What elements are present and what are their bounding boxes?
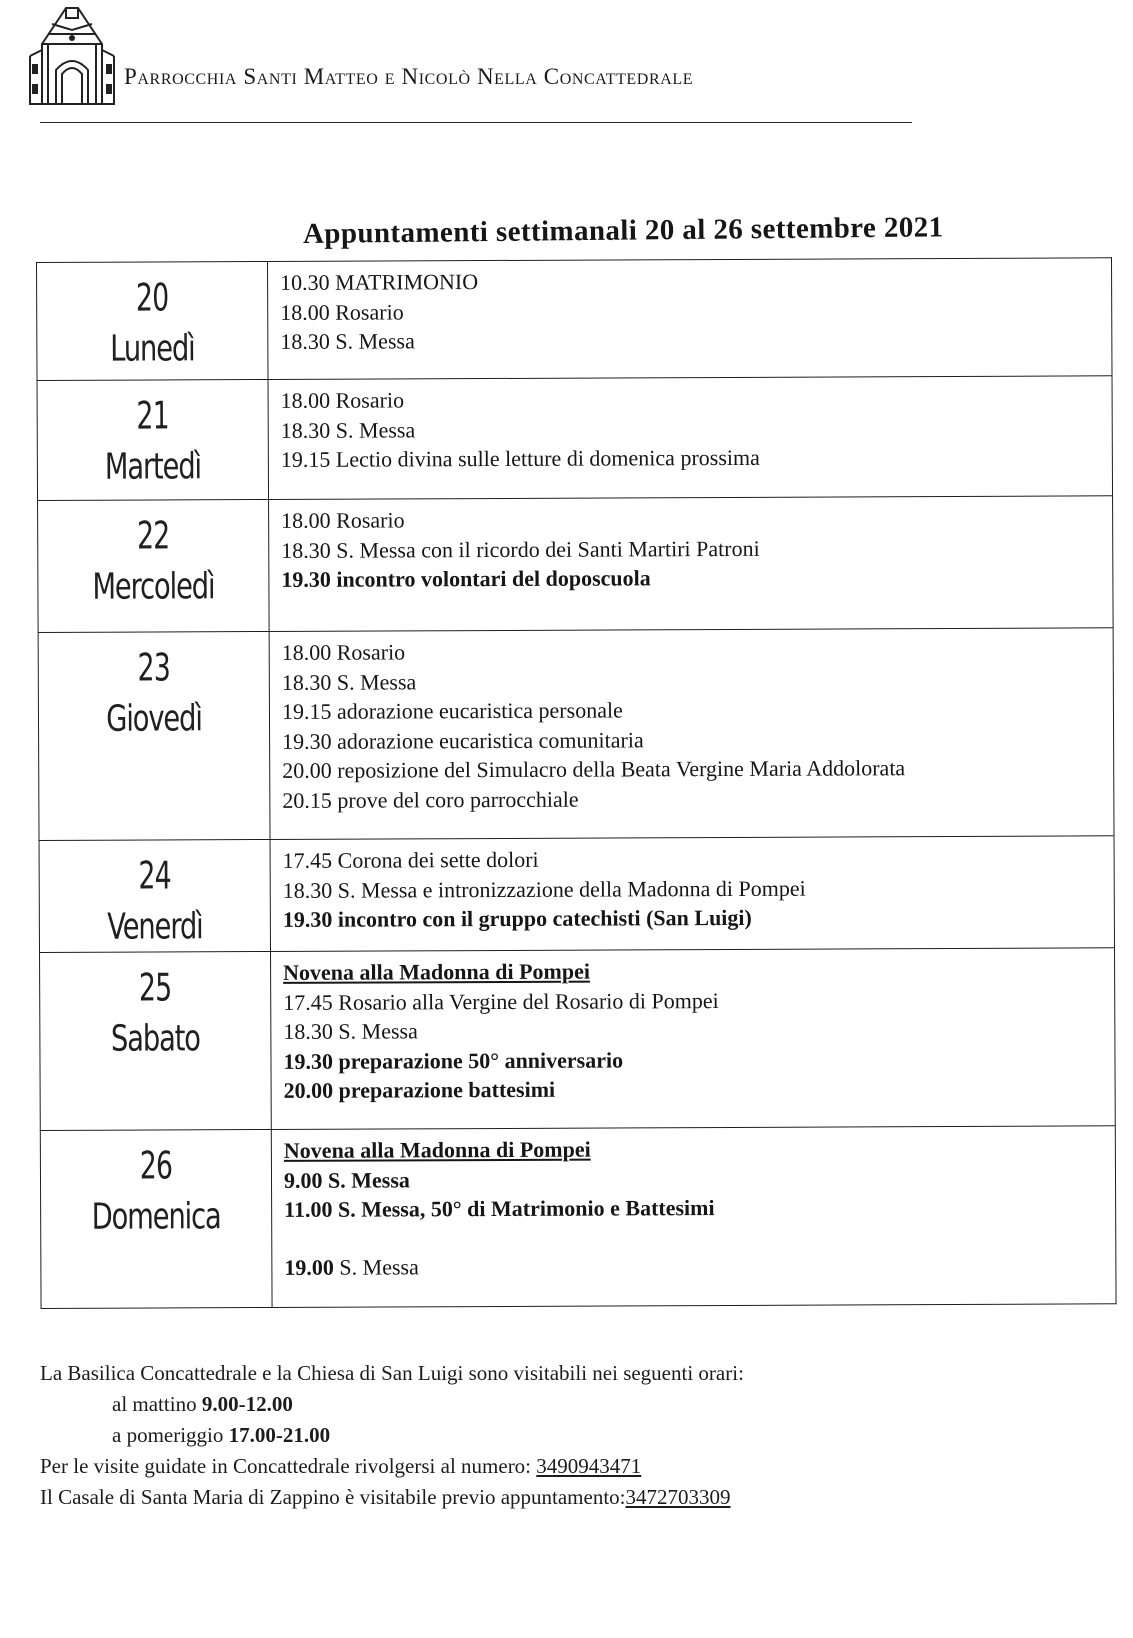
event-item: 18.00 Rosario bbox=[280, 298, 404, 325]
event-item: 10.30 MATRIMONIO bbox=[280, 269, 479, 295]
morning-hours: 9.00-12.00 bbox=[201, 1392, 293, 1416]
day-name: Sabato bbox=[110, 1018, 200, 1060]
novena-heading: Novena alla Madonna di Pompei bbox=[283, 958, 590, 985]
guided-visits-phone[interactable]: 3490943471 bbox=[536, 1454, 642, 1478]
day-number: 22 bbox=[136, 513, 170, 558]
schedule-title: Appuntamenti settimanali 20 al 26 settembre 2021 bbox=[302, 211, 944, 250]
event-item: 18.00 Rosario bbox=[281, 507, 405, 533]
event-description: S. Messa bbox=[333, 1253, 419, 1280]
day-name: Lunedì bbox=[110, 328, 195, 370]
day-name: Giovedì bbox=[106, 698, 202, 740]
parish-name: Parrocchia Santi Matteo e Nicolò Nella Concattedrale bbox=[124, 64, 694, 89]
events-cell bbox=[271, 1126, 1116, 1308]
day-name: Mercoledì bbox=[92, 566, 215, 608]
event-item: 18.30 S. Messa bbox=[280, 328, 415, 354]
guided-visits-text: Per le visite guidate in Concattedrale rivolgersi al numero: bbox=[40, 1454, 537, 1478]
casale-line bbox=[40, 1482, 744, 1513]
casale-text: Il Casale di Santa Maria di Zappino è visitabile previo appuntamento: bbox=[40, 1485, 626, 1509]
event-item: 18.00 Rosario bbox=[281, 639, 406, 665]
event-item: 18.00 Rosario bbox=[280, 387, 405, 413]
event-item: 18.30 S. Messa bbox=[283, 1018, 418, 1044]
event-item: 19.30 adorazione eucaristica comunitaria bbox=[282, 726, 644, 754]
church-logo-icon bbox=[22, 4, 122, 110]
afternoon-label: a pomeriggio bbox=[112, 1423, 229, 1447]
event-item: 17.45 Corona dei sette dolori bbox=[282, 846, 539, 873]
schedule-row bbox=[37, 258, 1113, 381]
event-item: 9.00 S. Messa bbox=[283, 1166, 410, 1193]
events-cell bbox=[268, 376, 1113, 500]
weekly-schedule-table bbox=[36, 257, 1117, 1309]
casale-phone[interactable]: 3472703309 bbox=[625, 1485, 731, 1509]
schedule-row bbox=[40, 948, 1116, 1131]
novena-heading: Novena alla Madonna di Pompei bbox=[283, 1136, 591, 1163]
schedule-row bbox=[39, 836, 1114, 953]
day-name: Venerdì bbox=[107, 906, 203, 948]
event-item: 19.30 preparazione 50° anniversario bbox=[283, 1046, 624, 1074]
event-item: 19.30 incontro con il gruppo catechisti (San Luigi) bbox=[282, 904, 752, 932]
day-number: 24 bbox=[138, 853, 171, 898]
page-header bbox=[18, 4, 918, 130]
visiting-info bbox=[40, 1358, 744, 1513]
day-cell bbox=[38, 499, 270, 632]
day-cell bbox=[38, 631, 270, 840]
day-cell bbox=[40, 1129, 272, 1308]
event-item: 19.30 incontro volontari del doposcuola bbox=[281, 565, 651, 592]
event-item: 18.30 S. Messa bbox=[281, 668, 417, 695]
event-item: 19.15 Lectio divina sulle letture di domenica prossima bbox=[280, 444, 760, 472]
event-item bbox=[284, 1249, 1115, 1282]
events-cell bbox=[270, 836, 1114, 952]
day-cell bbox=[39, 839, 270, 952]
event-item: 18.30 S. Messa bbox=[280, 416, 416, 443]
guided-visits-line bbox=[40, 1451, 744, 1482]
afternoon-hours: 17.00-21.00 bbox=[228, 1423, 331, 1447]
day-number: 21 bbox=[136, 393, 169, 438]
day-cell bbox=[37, 261, 269, 380]
events-cell bbox=[271, 948, 1116, 1130]
day-number: 20 bbox=[135, 275, 169, 320]
event-item: 17.45 Rosario alla Vergine del Rosario di Pompei bbox=[283, 987, 719, 1015]
event-item: 11.00 S. Messa, 50° di Matrimonio e Battesimi bbox=[284, 1195, 715, 1222]
morning-hours-line bbox=[40, 1389, 744, 1420]
event-item: 18.30 S. Messa con il ricordo dei Santi Martiri Patroni bbox=[281, 535, 760, 563]
day-number: 26 bbox=[139, 1143, 173, 1188]
header-divider bbox=[40, 122, 912, 123]
schedule-row bbox=[37, 376, 1113, 501]
day-name: Martedì bbox=[104, 446, 202, 488]
day-cell bbox=[37, 379, 269, 500]
afternoon-hours-line bbox=[40, 1420, 744, 1451]
schedule-row bbox=[38, 496, 1114, 633]
events-cell bbox=[267, 258, 1112, 380]
day-cell bbox=[40, 951, 272, 1130]
events-cell bbox=[269, 496, 1114, 632]
day-number: 25 bbox=[138, 965, 172, 1010]
morning-label: al mattino bbox=[112, 1392, 202, 1416]
event-item: 20.15 prove del coro parrocchiale bbox=[282, 786, 579, 813]
schedule-row bbox=[40, 1126, 1116, 1309]
visiting-hours-intro: La Basilica Concattedrale e la Chiesa di San Luigi sono visitabili nei seguenti orari: bbox=[40, 1361, 744, 1385]
day-number: 23 bbox=[137, 645, 171, 690]
event-item: 20.00 preparazione battesimi bbox=[283, 1076, 556, 1103]
event-item: 19.15 adorazione eucaristica personale bbox=[281, 697, 623, 724]
event-item: 20.00 reposizione del Simulacro della Beata Vergine Maria Addolorata bbox=[282, 755, 906, 783]
events-cell bbox=[269, 628, 1114, 840]
day-name: Domenica bbox=[91, 1196, 221, 1238]
event-item: 18.30 S. Messa e intronizzazione della Madonna di Pompei bbox=[282, 875, 806, 903]
event-time: 19.00 bbox=[284, 1254, 334, 1280]
schedule-row bbox=[38, 628, 1114, 841]
